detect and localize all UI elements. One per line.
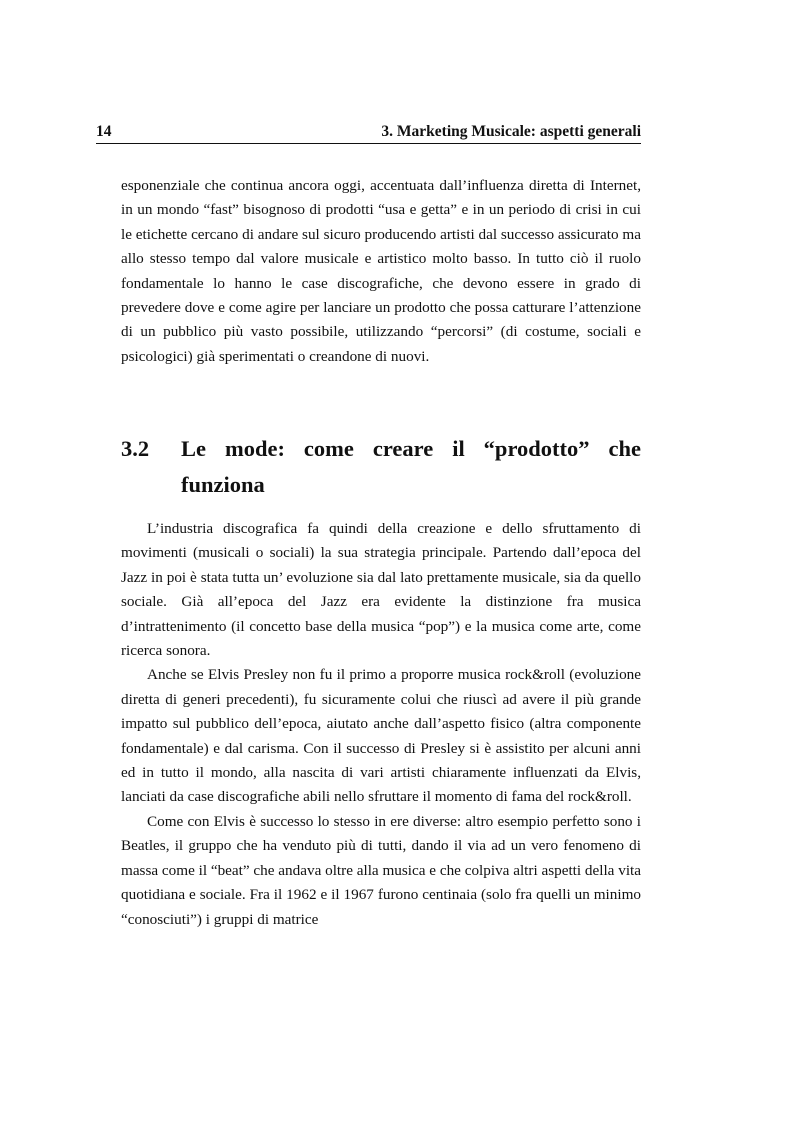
section-body <box>121 517 641 932</box>
section-number: 3.2 <box>121 436 150 461</box>
intro-paragraph-block <box>121 174 641 369</box>
body-paragraph: Anche se Elvis Presley non fu il primo a proporre musica rock&roll (evoluzione diretta di generi precedenti), fu sicuramente colui che riuscì ad avere il più grande impatto sul pubblico dell’epoca, aiutato anche dall’aspetto fisico (altra componente fondamentale) e dal carisma. Con il successo di Presley si è assistito per alcuni anni ed in tutto il mondo, alla nascita di vari artisti chiaramente influenzati da Elvis, lanciati da case discografiche abili nello sfruttare il momento di fama del rock&roll. <box>121 666 641 806</box>
intro-paragraph: esponenziale che continua ancora oggi, accentuata dall’influenza diretta di Internet, in un mondo “fast” bisognoso di prodotti “usa e getta” e in un periodo di crisi in cui le etichette cercano di andare sul sicuro producendo artisti dal successo assicurato ma allo stesso tempo dal valore musicale e artistico molto basso. In tutto ciò il ruolo fondamentale lo hanno le case discografiche, che devono essere in grado di prevedere dove e come agire per lanciare un prodotto che possa catturare l’attenzione di un pubblico più vasto possibile, utilizzando “percorsi” (di costume, sociali e psicologici) già sperimentati o creandone di nuovi. <box>121 177 641 365</box>
body-paragraph: Come con Elvis è successo lo stesso in ere diverse: altro esempio perfetto sono i Beatles, il gruppo che ha venduto più di tutti, dando il via ad un vero fenomeno di massa come il “beat” che andava oltre alla musica e che colpiva altri aspetti della vita quotidiana e sociale. Fra il 1962 e il 1967 furono centinaia (solo fra quelli un minimo “conosciuti”) i gruppi di matrice <box>121 812 641 928</box>
page-header <box>96 121 641 144</box>
body-paragraph: L’industria discografica fa quindi della creazione e dello sfruttamento di movimenti (musicali o sociali) la sua strategia principale. Partendo dall’epoca del Jazz in poi è stata tutta un’ evoluzione sia dal lato prettamente musicale, sia da quello sociale. Già all’epoca del Jazz era evidente la distinzione fra musica d’intrattenimento (il concetto base della musica “pop”) e la musica come arte, come ricerca sonora. <box>121 520 641 660</box>
running-title: 3. Marketing Musicale: aspetti generali <box>381 123 641 140</box>
section-heading <box>121 431 641 503</box>
page-number: 14 <box>96 123 112 140</box>
section-title: Le mode: come creare il “prodotto” che funziona <box>181 436 641 497</box>
